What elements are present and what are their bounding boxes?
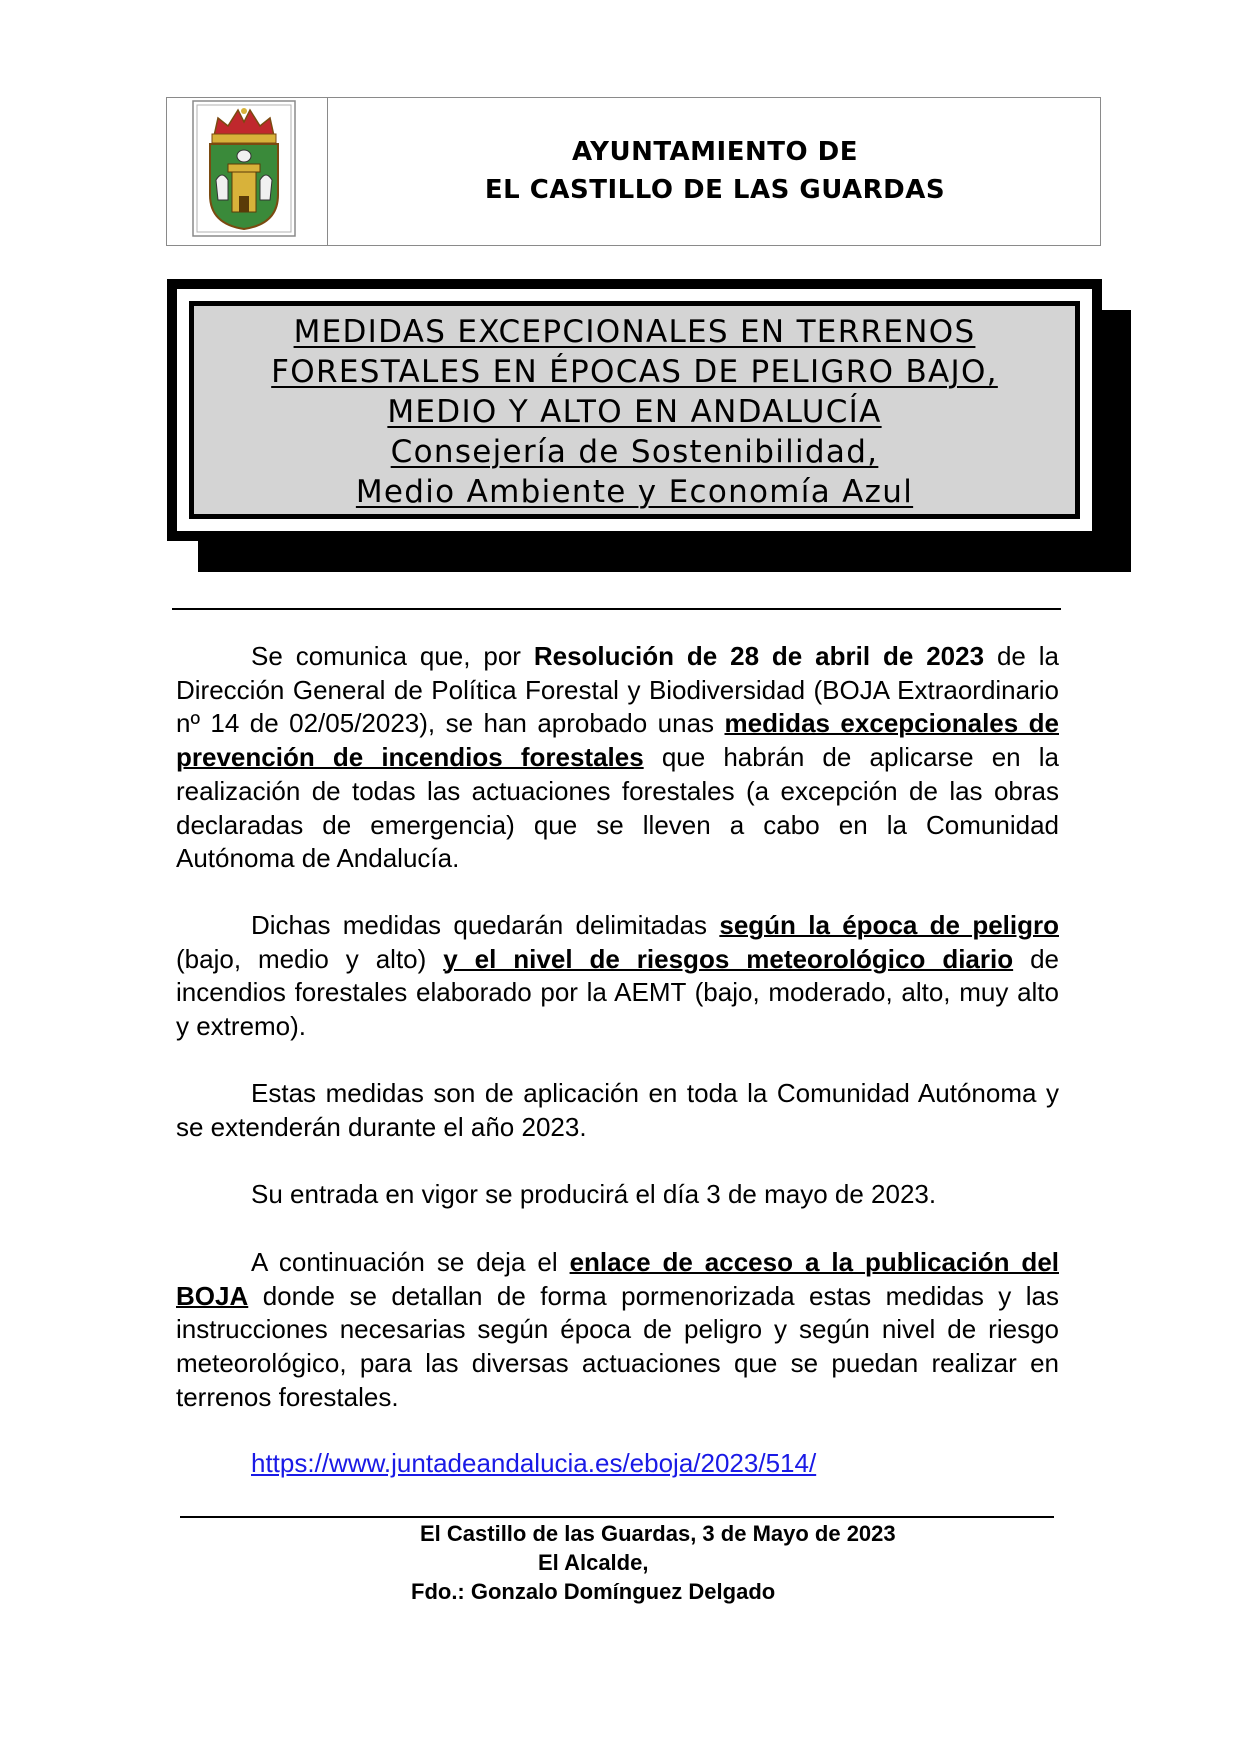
top-rule bbox=[172, 608, 1061, 610]
header-box bbox=[166, 97, 1101, 246]
title-line-4: Consejería de Sostenibilidad, bbox=[390, 434, 879, 470]
boja-link[interactable]: https://www.juntadeandalucia.es/eboja/2023/514/ bbox=[251, 1448, 817, 1478]
paragraph-3: Estas medidas son de aplicación en toda la Comunidad Autónoma y se extenderán durante el año 2023. bbox=[176, 1078, 1059, 1142]
paragraph-4: Su entrada en vigor se producirá el día 3 de mayo de 2023. bbox=[251, 1179, 937, 1209]
signature-place-date: El Castillo de las Guardas, 3 de Mayo de 2023 bbox=[420, 1521, 896, 1546]
title-line-3: MEDIO Y ALTO EN ANDALUCÍA bbox=[387, 394, 882, 430]
header-divider bbox=[327, 97, 328, 246]
paragraph-2 bbox=[176, 909, 1059, 1044]
title-line-5: Medio Ambiente y Economía Azul bbox=[355, 474, 914, 510]
signature-role: El Alcalde, bbox=[538, 1550, 649, 1575]
bottom-rule bbox=[180, 1516, 1054, 1518]
header-title-line-1: AYUNTAMIENTO DE bbox=[572, 137, 858, 167]
title-line-2: FORESTALES EN ÉPOCAS DE PELIGRO BAJO, bbox=[271, 354, 998, 390]
signature-name: Fdo.: Gonzalo Domínguez Delgado bbox=[411, 1579, 776, 1604]
text-span: que habrán de aplicarse en la realización de todas las actuaciones forestales (a excepción de las obras declaradas de emergencia) que se lleven a cabo en la Comunidad Autónoma de Andalucía. bbox=[176, 742, 1059, 874]
paragraph-5 bbox=[176, 1246, 1059, 1415]
text-span: de incendios forestales elaborado por la AEMT (bajo, moderado, alto, muy alto y extremo). bbox=[176, 943, 1059, 1042]
emphasis-measures: medidas excepcionales de prevención de incendios forestales bbox=[176, 708, 1059, 773]
emphasis-risk-level: y el nivel de riesgos meteorológico diario bbox=[443, 943, 1014, 974]
resolution-date: Resolución de 28 de abril de 2023 bbox=[533, 641, 985, 671]
text-span: Se comunica que, por bbox=[251, 641, 534, 671]
emphasis-danger-season: según la época de peligro bbox=[719, 910, 1059, 940]
text-span: Dichas medidas quedarán delimitadas bbox=[251, 910, 720, 940]
text-span: (bajo, medio y alto) bbox=[176, 943, 444, 974]
link-paragraph bbox=[176, 1447, 1059, 1481]
header-title-line-2: EL CASTILLO DE LAS GUARDAS bbox=[484, 175, 946, 205]
text-span: donde se detallan de forma pormenorizada estas medidas y las instrucciones necesarias según época de peligro y según nivel de riesgo meteorológico, para las diversas actuaciones que se puedan realizar en terrenos forestales. bbox=[176, 1280, 1059, 1412]
paragraph-1 bbox=[176, 640, 1059, 876]
emphasis-link-reference: enlace de acceso a la publicación del BOJA bbox=[176, 1247, 1059, 1311]
text-span: de la Dirección General de Política Forestal y Biodiversidad (BOJA Extraordinario nº 14 de 02/05/2023), se han aprobado unas bbox=[176, 641, 1059, 739]
municipal-coat-of-arms-icon bbox=[192, 100, 296, 237]
title-line-1: MEDIDAS EXCEPCIONALES EN TERRENOS bbox=[293, 314, 976, 350]
text-span: A continuación se deja el bbox=[251, 1247, 570, 1277]
